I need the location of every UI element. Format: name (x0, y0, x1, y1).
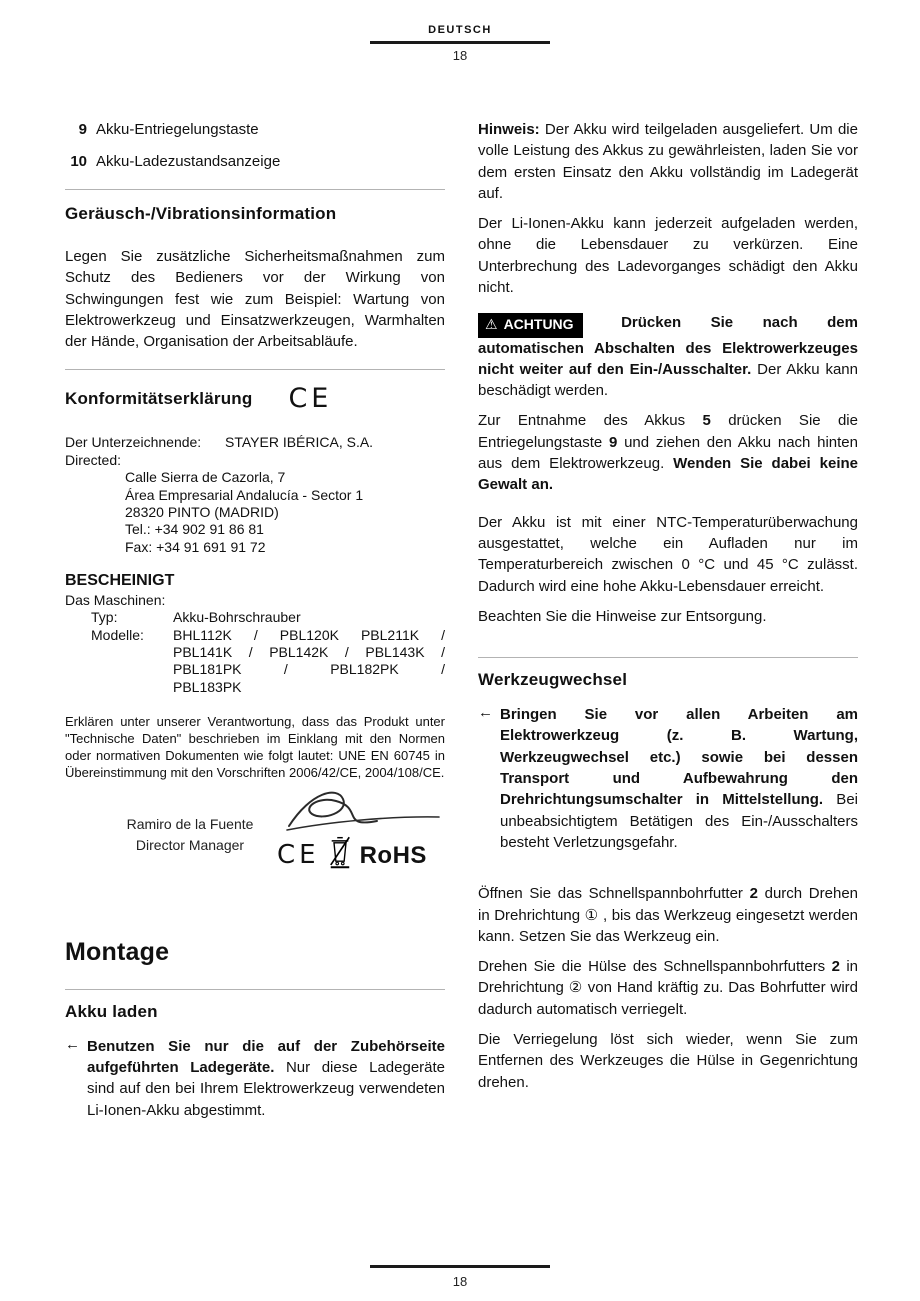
text-run: von Hand kräftig zu. Das Bohrfutter wird dadurch automatisch verriegelt. (478, 979, 858, 1018)
circled-1-icon: ① (584, 905, 599, 924)
section-werkzeugwechsel (478, 657, 858, 853)
paragraph-hinweis (478, 119, 858, 204)
declarer-value: STAYER IBÉRICA, S.A. (225, 434, 374, 451)
left-column (65, 119, 445, 1131)
right-column (478, 119, 858, 1102)
bullet-charger-note (65, 1036, 445, 1121)
paragraph-ntc: Der Akku ist mit einer NTC-Temperaturüberwachung ausgestattet, welche ein Aufladen nur im Temperaturbereich zwischen 0 °C und 45 °C zulässt. Dadurch wird eine hohe Akku-Lebensdauer erreicht. (478, 513, 858, 595)
paragraph-bohrfutter-oeffnen (478, 883, 858, 947)
certified-title: BESCHEINIGT (65, 572, 175, 589)
rohs-label: RoHS (359, 841, 427, 869)
conformity-details (65, 434, 445, 556)
bullet-safety-note (478, 704, 858, 853)
achtung-bold-run: Drücken Sie nach dem automatischen Abschalten des Elektrowerkzeuges nicht weiter auf den Ein-/Ausschalter. (478, 314, 858, 378)
hinweis-label: Hinweis: (478, 121, 540, 138)
legend-label: Akku-Entriegelungstaste (96, 121, 259, 138)
arrow-bullet-icon: ← (65, 1035, 80, 1053)
achtung-warning-badge (478, 313, 583, 337)
paragraph-akku-entnahme (478, 410, 858, 495)
legend-number: 10 (70, 153, 87, 170)
circled-2-icon: ② (568, 978, 583, 997)
address-line: Fax: +34 91 691 91 72 (125, 538, 266, 555)
address-block (125, 469, 445, 556)
ref-number: 5 (702, 412, 711, 430)
section-heading-akku-laden: Akku laden (65, 1001, 158, 1021)
legend-item-9 (65, 119, 445, 140)
paragraph-bohrfutter-schliessen (478, 956, 858, 1020)
type-label: Typ: (91, 609, 118, 626)
text-run: und ziehen den Akku nach hinten aus dem Elektrowerkzeug. (478, 433, 858, 473)
signature-block (65, 790, 445, 918)
footer-page-number: 18 (452, 1274, 468, 1289)
chapter-heading-montage: Montage (65, 937, 170, 966)
section-heading-werkzeugwechsel: Werkzeugwechsel (478, 670, 628, 690)
legend-item-10 (65, 151, 445, 172)
ce-mark-icon: CE (277, 839, 320, 870)
achtung-text-run: Der Akku kann beschädigt werden. (478, 360, 858, 400)
page-footer (0, 1265, 920, 1289)
section-divider (65, 189, 445, 190)
address-line: Tel.: +34 902 91 86 81 (125, 521, 264, 538)
ref-number: 2 (831, 958, 840, 976)
directed-label: Directed: (65, 451, 122, 468)
page-header (0, 0, 920, 63)
section-divider (65, 989, 445, 990)
address-line: Área Empresarial Andalucía - Sector 1 (125, 486, 364, 503)
ref-number: 2 (749, 885, 758, 903)
text-run: Öffnen Sie das Schnellspannbohrfutter (478, 885, 750, 903)
models-label: Modelle: (91, 626, 144, 643)
section-divider (478, 657, 858, 658)
warning-triangle-icon: ⚠ (485, 317, 498, 334)
text-run: drücken Sie die Entriegelungstaste (478, 412, 858, 451)
section-conformity (65, 369, 445, 1120)
signatory-title: Director Manager (135, 837, 245, 854)
legend-number: 9 (78, 121, 87, 138)
model-line: PBL141K / PBL142K / PBL143K / (173, 644, 445, 661)
machines-label: Das Maschinen: (65, 592, 166, 608)
section-divider (65, 369, 445, 370)
text-run: Drehen Sie die Hülse des Schnellspannbohrfutters (478, 958, 832, 976)
address-line: Calle Sierra de Cazorla, 7 (125, 469, 286, 486)
bullet-bold-run: Benutzen Sie nur die auf der Zubehörseite aufgeführten Ladegeräte. (87, 1037, 445, 1077)
type-value: Akku-Bohrschrauber (173, 609, 301, 626)
language-label: DEUTSCH (428, 24, 492, 36)
footer-divider (370, 1265, 550, 1268)
address-line: 28320 PINTO (MADRID) (125, 503, 279, 520)
signatory-name: Ramiro de la Fuente (126, 815, 254, 832)
section-noise-vibration (65, 189, 445, 352)
certified-block (65, 592, 445, 696)
two-column-body (0, 119, 920, 1131)
bullet-bold-run: Bringen Sie vor allen Arbeiten am Elektrowerkzeug (z. B. Wartung, Werkzeugwechsel etc.) sowie bei dessen Transport und Aufbewahrung den Drehrichtungsumschalter in Mittelstellung. (500, 706, 858, 809)
achtung-badge-label: ACHTUNG (503, 316, 574, 333)
legend-label: Akku-Ladezustandsanzeige (96, 153, 281, 170)
declaration-paragraph: Erklären unter unserer Verantwortung, dass das Produkt unter "Technische Daten" beschrieben im Einklang mit den Normen oder normativen Dokumenten wie folgt lautet: UNE EN 60745 in Übereinstimmung mit den Vorschriften 2006/42/CE, 2004/108/CE. (65, 714, 445, 780)
declarer-label: Der Unterzeichnende: (65, 434, 202, 451)
section-akku-laden (65, 989, 445, 1121)
paragraph-li-ion: Der Li-Ionen-Akku kann jederzeit aufgeladen werden, ohne die Lebensdauer zu verkürzen. Eine Unterbrechung des Ladevorganges schädigt den Akku nicht. (478, 215, 858, 297)
ce-mark-icon: CE (288, 383, 333, 415)
bullet-text-run: Bei unbeabsichtigtem Betätigen des Ein-/Ausschalters besteht Verletzungsgefahr. (500, 791, 858, 851)
paragraph-verriegelung: Die Verriegelung löst sich wieder, wenn Sie zum Entfernen des Werkzeuges die Hülse in Gegenrichtung drehen. (478, 1030, 858, 1091)
hinweis-text: Der Akku wird teilgeladen ausgeliefert. Um die volle Leistung des Akkus zu gewährleisten, laden Sie vor dem ersten Einsatz den Akku vollständig im Ladegerät auf. (478, 121, 858, 202)
text-run: durch Drehen in Drehrichtung (478, 885, 859, 924)
paragraph-entsorgung: Beachten Sie die Hinweise zur Entsorgung. (478, 607, 767, 625)
models-list (173, 627, 445, 696)
text-run: , bis das Werkzeug eingesetzt werden kann. Setzen Sie das Werkzeug ein. (478, 906, 859, 945)
header-divider (370, 41, 550, 44)
section-heading-conformity: Konformitätserklärung (65, 388, 253, 408)
bold-run: Wenden Sie dabei keine Gewalt an. (478, 455, 858, 494)
signatory (120, 814, 260, 857)
header-page-number: 18 (452, 48, 468, 63)
section-heading-noise: Geräusch-/Vibrationsinformation (65, 204, 337, 223)
arrow-bullet-icon: ← (478, 704, 493, 722)
text-run: in Drehrichtung (478, 958, 859, 997)
ref-number: 9 (609, 433, 618, 451)
model-line: PBL183PK (173, 678, 242, 695)
text-run: Zur Entnahme des Akkus (478, 412, 703, 430)
model-line: PBL181PK / PBL182PK / (173, 661, 445, 678)
signature-scribble (279, 786, 444, 838)
paragraph-noise-info: Legen Sie zusätzliche Sicherheitsmaßnahmen zum Schutz des Bedieners vor der Wirkung von Schwingungen fest wie zum Beispiel: Wartung von Elektrowerkzeug und Einsatzwerkzeugen, Warmhalten der Hände, Organisation der Arbeitsabläufe. (65, 248, 445, 351)
certification-icons (277, 834, 427, 870)
model-line: BHL112K / PBL120K PBL211K / (173, 626, 445, 643)
bullet-text-run: Nur diese Ladegeräte sind auf den bei Ihrem Elektrowerkzeug verwendeten Li-Ionen-Akku abgestimmt. (87, 1059, 446, 1119)
weee-crossed-bin-icon (328, 834, 352, 870)
paragraph-achtung (478, 312, 858, 401)
